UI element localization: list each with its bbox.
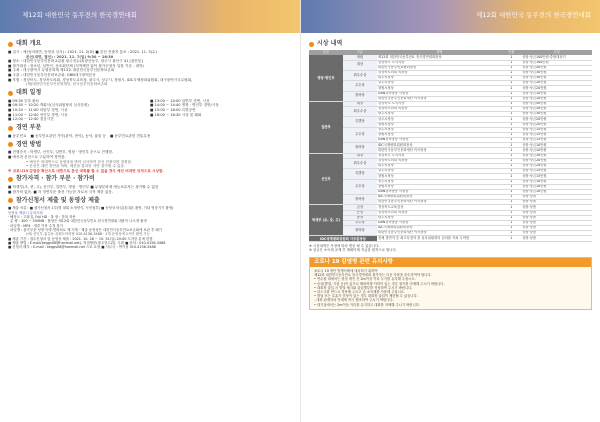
- name-cell: 상주시장상: [377, 179, 502, 184]
- bullet-icon: [8, 126, 13, 131]
- bullet-icon: [309, 42, 314, 47]
- prize-cell: 상장·상금10만원: [521, 189, 592, 194]
- section-cell: 대상: [343, 153, 377, 158]
- event-item: ■ 동부민요: [8, 133, 27, 138]
- event-item: ■ 동부민요관련 전통무용: [109, 133, 151, 138]
- awards-body: [309, 55, 592, 241]
- prize-cell: 상장·상금20만원: [521, 164, 592, 169]
- method-line: • 예선은 비대면으로 동영상을 받아 심사하여 본선 진출자를 결정함.: [26, 159, 133, 164]
- bullet-icon: [8, 198, 13, 203]
- section-cell: 동상: [343, 215, 377, 220]
- count-cell: 1: [501, 231, 521, 236]
- section-cell: 장려상: [343, 91, 377, 101]
- name-cell: 상주시장상: [377, 81, 502, 86]
- col-header: 시상: [521, 50, 592, 55]
- name-cell: 창원시장상: [377, 132, 502, 137]
- docs-heading: 참가신청서 제출 및 동영상 제출: [8, 198, 292, 203]
- name-cell: 경상북도 도지사상: [377, 101, 502, 106]
- schedule-table: [8, 99, 292, 122]
- prize-cell: 상장·상품: [521, 215, 592, 220]
- prize-cell: 상장·상품: [521, 226, 592, 231]
- prize-cell: 상장·상금15만원: [521, 138, 592, 143]
- covid-line: • 증상(발열, 기침 등)이 있거나 해외여행 이력이 있는 경우 참가를 자제해 주시기 바랍니다.: [314, 281, 445, 286]
- count-cell: 1: [501, 96, 521, 101]
- covid-line: • 발열 또는 호흡기 증상이 있는 경우 대회장 출입이 제한될 수 있습니다.: [314, 294, 418, 299]
- count-cell: 1: [501, 101, 521, 106]
- name-cell: 전체 경연자 중 최고득점자 를 심사위원회의 심의를 거쳐 수여함: [377, 236, 502, 241]
- right-banner: [301, 0, 600, 33]
- name-cell: 경상북도의회 의장상: [377, 210, 502, 215]
- section-cell: 장려상: [343, 195, 377, 205]
- left-banner-title: 제12회 대한민국 동무전의 한국경연대회: [22, 11, 137, 19]
- prize-cell: 상장·상금15만원: [521, 174, 592, 179]
- prize-cell: 상장·상금20만원: [521, 158, 592, 163]
- section-cell: 금상: [343, 205, 377, 210]
- docs-line: · 파일명 : MP4 · 재즐 이용 수정 불가: [8, 223, 64, 228]
- name-cell: IDC국제평화위원회장상: [377, 143, 502, 148]
- docs-line: · 파일명 : 참가부문·성명·곡명-연락처로 제 기재 · 제출 동영상은 대한민국동부민요보존회에 보관 후 폐기: [8, 227, 162, 232]
- overview-line: 본선(대면, 결선) : 2021. 11. 7(일) 9:30 ~ 16:30: [26, 54, 114, 59]
- count-cell: 1: [501, 55, 521, 60]
- name-cell: IDC국제평화위원회장상: [377, 226, 502, 231]
- count-cell: 1: [501, 76, 521, 81]
- prize-cell: 상장·상금100만원: [521, 60, 592, 65]
- docs-line: ■ 제출 서류 : ■ 참가신청서 1부(별 대회 소정양식, 사진첨부) ■ 동영상 파일(휴대폰 촬영, 기타 영상기기 촬영): [8, 206, 174, 211]
- covid-intro: 코로나 19 장단 발생사태에 대처하기 위하여: [314, 268, 378, 273]
- docs-line: (예) 신인부-홍길동-강원도아리랑 010-4156-3488 · 1개 동영상에 1곡만 촬영 가능: [26, 232, 150, 237]
- name-cell: 광주시장상: [377, 215, 502, 220]
- section-cell: 특별상: [343, 117, 377, 127]
- prize-cell: 상장·상품: [521, 205, 592, 210]
- count-cell: 1: [501, 220, 521, 225]
- events-heading: 경연 부문: [8, 126, 292, 131]
- count-cell: 1: [501, 179, 521, 184]
- schedule-row: ■ 12:00 ~ 12:40 점심시간: [8, 117, 54, 122]
- count-cell: 1: [501, 158, 521, 163]
- schedule-row: ■ 16:00 ~ 16:30 시상 및 폐회: [150, 112, 202, 117]
- right-banner-title: 제12회 대한민국 동무전의 한국경연대회: [476, 11, 591, 19]
- col-header: 상명: [377, 50, 502, 55]
- prize-cell: 상장·상금20만원: [521, 117, 592, 122]
- section-cell: 최우수상: [343, 107, 377, 117]
- schedule-row: ■ 10:20 ~ 11:00 의암부 경연, 시상: [8, 107, 68, 112]
- bullet-icon: [8, 142, 13, 147]
- name-cell: 광주시장상: [377, 164, 502, 169]
- overview-list: [8, 50, 292, 87]
- prize-cell: 상장·상품: [521, 210, 592, 215]
- name-cell: 광주시장상: [377, 112, 502, 117]
- count-cell: 1: [501, 169, 521, 174]
- name-cell: 광주시장상: [377, 76, 502, 81]
- covid-body: [310, 267, 591, 309]
- docs-line: ■ 제출 기간 : 접수신청서 및 동영상 제출 : 2021. 10. 28 ~ 10. 31(일) 20:00 도착한 분에 한함: [8, 236, 153, 241]
- name-cell: 대한민국동부인문화재단 이사장상: [377, 148, 502, 153]
- covid-line: • 대회장 출입 시 발열 체크와 출입명부를 작성하여 주시기 바랍니다.: [314, 285, 413, 290]
- name-cell: 경상북도 도지사상: [377, 60, 502, 65]
- count-cell: 1: [501, 210, 521, 215]
- bullet-icon: [8, 91, 13, 96]
- covid-line: - 대회 관계자의 안내에 적극 협조하여 주시기 바랍니다.: [314, 298, 394, 303]
- method-line: ■ 진행순서 : 학생부, 신인부, 일반부, 명창 · 명인부 순으로 진행함.: [8, 150, 114, 155]
- prize-cell: 상장·상금10만원: [521, 91, 592, 96]
- count-cell: 1: [501, 138, 521, 143]
- docs-line: ■ 제출 방법 : E-mail(keggs08@hanmail.net), 직접방문(광주전수관), 우편 ■ 문의 : 010-4156-3488: [8, 240, 166, 245]
- prize-cell: 상장·상품: [521, 195, 592, 200]
- count-cell: 1: [501, 205, 521, 210]
- docs-subheading: 동영상 제출시 유의사항: [8, 210, 43, 215]
- count-cell: 1: [501, 112, 521, 117]
- name-cell: 경상북도 도지사상: [377, 153, 502, 158]
- name-cell: 창원시장상: [377, 122, 502, 127]
- overview-line: ■ 참가대상 : 청소년, 일반인, 동호회단체 (지역제한 없이 참가신청자 입장 기준 - 대학): [8, 63, 144, 68]
- count-cell: 1: [501, 117, 521, 122]
- schedule-row: ■ 14:00 ~ 14:40 명창 · 명인부 경연/시상: [150, 103, 219, 108]
- prize-cell: 상장·상금10만원: [521, 96, 592, 101]
- left-content: [8, 38, 292, 249]
- count-cell: 1: [501, 143, 521, 148]
- section-cell: 최우수상: [343, 70, 377, 80]
- col-header: 구분: [343, 50, 377, 55]
- events-list: [8, 134, 292, 139]
- schedule-row: ■ 11:00 ~ 12:00 선인부 경연, 시상: [8, 112, 68, 117]
- covid-line: • 마스크를 반드시 착용해 주시고 손 소독제를 사용해 주십시오.: [314, 289, 405, 294]
- overview-line: ■ 후원 : 경상북도, 경상북도의회, 경상북도교육청, 광주시, 상주시, 창원시, IDC국제평화위원회, 대구광역시국무원회,: [8, 77, 193, 82]
- name-cell: 창원시장상: [377, 184, 502, 189]
- docs-line: ■ 신청서 배부 : E-mail : keggs08@hanmail.net 으로 요청 ■ 사무국 : 박기성 010-4156-3488: [8, 245, 156, 250]
- prize-cell: 상장·상금10만원: [521, 184, 592, 189]
- count-cell: 1: [501, 91, 521, 96]
- section-cell: 우수상: [343, 81, 377, 91]
- count-cell: 1: [501, 153, 521, 158]
- covid-line: • 대기실에서는 2m이상 거리를 유지하고 대화를 자제해 주시기 바랍니다.: [314, 302, 420, 307]
- note-line: ※ 상금은 소득세 공제 후 계좌이체 지급을 원칙으로 합니다.: [309, 248, 397, 253]
- right-page: [300, 0, 600, 422]
- prize-cell: 상장·상금10만원: [521, 143, 592, 148]
- schedule-col-right: [150, 99, 292, 122]
- overview-heading: 대회 개요: [8, 42, 292, 47]
- note-line: ※ 시상내역은 사정에 따라 변동 될 수 있습니다.: [309, 243, 380, 248]
- section-cell: 장려상: [343, 226, 377, 236]
- overview-line: ■ 일시 : 예선(비대면, 동영상 심사) : 2021. 11. 2(화) ■ 본선 진출자 통보 : 2021. 11. 3(수): [8, 50, 157, 54]
- overview-line: ■ 주최 : 대구광역시 무형문화재 제13호 대한민국동부인문화보존회: [8, 68, 115, 73]
- dept-cell: IDC국제평화위원회 사무총장상: [309, 236, 377, 241]
- name-cell: 경상북도의회 의장상: [377, 70, 502, 75]
- name-cell: GBN경북방송 사장상: [377, 138, 502, 143]
- prize-cell: 상장·상금30만원: [521, 153, 592, 158]
- name-cell: 대한민국동부인문화재단 이사장상: [377, 200, 502, 205]
- prize-cell: 상장·상금30만원: [521, 107, 592, 112]
- prize-cell: 상장·상금50만원: [521, 101, 592, 106]
- count-cell: 1: [501, 81, 521, 86]
- count-cell: 1: [501, 226, 521, 231]
- docs-line: · 해상도 : 고화질, Full HD · 복 장 : 한복 착용: [8, 215, 76, 220]
- name-cell: 경상북도의회 의장상: [377, 107, 502, 112]
- name-cell: GBN경북방송 사장상: [377, 91, 502, 96]
- section-cell: 최우수상: [343, 158, 377, 168]
- prize-cell: 상장·상금30만원: [521, 70, 592, 75]
- count-cell: 1: [501, 236, 521, 241]
- prize-cell: 상장·상품: [521, 200, 592, 205]
- bullet-icon: [8, 177, 13, 182]
- count-cell: 1: [501, 189, 521, 194]
- name-cell: 경상북도의회 의장상: [377, 158, 502, 163]
- prize-cell: 상장·상품: [521, 236, 592, 241]
- apply-heading: 참가자격 · 참가 부문 · 참가비: [8, 177, 292, 182]
- section-cell: 특별상: [343, 169, 377, 179]
- count-cell: 1: [501, 184, 521, 189]
- name-cell: 대한민국동부인문화재단 이사장상: [377, 231, 502, 236]
- name-cell: 상주시장상: [377, 169, 502, 174]
- dept-cell: 일반부: [309, 101, 343, 153]
- method-line: ■ 예선과 본선으로 구분하여 경연함.: [8, 154, 66, 159]
- awards-notes: [309, 244, 592, 253]
- name-cell: 상주시장상: [377, 117, 502, 122]
- covid-title: 코로나 19 감염병 관련 유의사항: [310, 258, 591, 267]
- schedule-col-left: [8, 99, 150, 122]
- section-cell: 우수상: [343, 179, 377, 195]
- prize-cell: 상장·상금50만원: [521, 65, 592, 70]
- overview-line: ■ 장소 : 대한민국동부인문화교류원 광주전수관(광산동부, 광주시 광산구 41 [광산동]: [8, 59, 143, 64]
- method-line: • 본선은 대면 경연을 하며, 예선을 통과한 자만 참가할 수 있음.: [26, 164, 126, 169]
- apply-line: ■ 학생부(초, 중, 고), 신인부, 일반부, 명창 · 명인부 ■ 무형문화재 예능보유자는 참가할 수 없음: [8, 185, 159, 190]
- name-cell: 제12회 대한민국동부민요 전국경연대회장상: [377, 55, 502, 60]
- section-cell: 대상: [343, 101, 377, 106]
- schedule-row: ■ 09:30 ~ 10:20 개회식(심사위원장의 심사강평): [8, 103, 89, 108]
- prize-cell: 상장·상금10만원: [521, 179, 592, 184]
- covid-line: • 연수원 내에서는 항상 개인 간 2m이상 거리 두기를 유지해 주십시오.: [314, 277, 416, 282]
- name-cell: 창원시장상: [377, 86, 502, 91]
- count-cell: 1: [501, 215, 521, 220]
- prize-cell: 상장·상금15만원: [521, 132, 592, 137]
- count-cell: 1: [501, 70, 521, 75]
- count-cell: 1: [501, 148, 521, 153]
- covid-intro: 제12회 대한민국동부민요 한국경연대회 참가자는 다음 사항을 준수하여야 합니다.: [314, 273, 432, 278]
- section-cell: 우수상: [343, 127, 377, 143]
- prize-cell: 상장·상금10만원: [521, 148, 592, 153]
- apply-list: [8, 185, 292, 194]
- name-cell: 창원시장상: [377, 174, 502, 179]
- prize-cell: 상장·상금100만원·중합대상기: [521, 55, 592, 60]
- col-header: 부문: [309, 50, 343, 55]
- prize-cell: 상장·상금20만원: [521, 122, 592, 127]
- awards-table: [309, 50, 592, 242]
- name-cell: GBN경북방송 사장상: [377, 220, 502, 225]
- count-cell: 1: [501, 60, 521, 65]
- name-cell: GBN경북방송 사장상: [377, 189, 502, 194]
- apply-line: ■ 참가비 없음. ■ 각 경연부문 출전 가능한 자로서 국적 제한 없음.: [8, 189, 113, 194]
- count-cell: 1: [501, 174, 521, 179]
- dept-cell: 학생부 (초, 중, 고): [309, 205, 343, 236]
- col-header: 인원: [501, 50, 521, 55]
- overview-line: (재)대한민국동부인문화재단, 한국동부인문화보존회: [26, 82, 108, 87]
- method-list: [8, 150, 292, 173]
- overview-line: ■ 주관 : 대한민국동부인문화보존회, GBN대구광역본송: [8, 72, 96, 77]
- prize-cell: 상장·상금20만원: [521, 81, 592, 86]
- schedule-row: ■ 13:00 ~ 14:00 일반부 경연, 시상: [150, 98, 210, 103]
- docs-list: [8, 206, 292, 249]
- name-cell: 대한민국동부인문화재단 이사장상: [377, 96, 502, 101]
- prize-cell: 상장·상품: [521, 231, 592, 236]
- covid-box: [309, 257, 592, 309]
- prize-cell: 상장·상금20만원: [521, 86, 592, 91]
- count-cell: 1: [501, 86, 521, 91]
- right-content: [309, 38, 592, 310]
- awards-heading: 시상 내역: [309, 42, 592, 47]
- schedule-row: ■ 15:00 ~ 16:00 특별공연: [150, 107, 196, 112]
- left-banner: [0, 0, 300, 33]
- prize-cell: 상장·상금15만원: [521, 127, 592, 132]
- prize-cell: 상장·상품: [521, 220, 592, 225]
- schedule-heading: 대회 일정: [8, 91, 292, 96]
- count-cell: 1: [501, 127, 521, 132]
- section-cell: 장원: [343, 55, 377, 60]
- docs-line: · 분 량 : 300 ~ 500MB · 촬영은 제12회 대한민국동부민요 한국경연대회 내용이 나오게 촬영: [8, 219, 147, 224]
- name-cell: 대한민국동부민요협회장상: [377, 65, 502, 70]
- prize-cell: 상장·상금30만원: [521, 76, 592, 81]
- name-cell: 경상북도교육감상: [377, 205, 502, 210]
- count-cell: 1: [501, 195, 521, 200]
- count-cell: 1: [501, 107, 521, 112]
- awards-row: [309, 236, 592, 241]
- method-line: ※ 코로나19 감염증 확산으로 대면으로 본선 대회를 할 수 없을 경우 예선 비대면 성적으로 시상함.: [8, 168, 164, 173]
- count-cell: 1: [501, 132, 521, 137]
- event-item: ■ 동부민요관련 기악(관악, 현악), 농악, 율물 등: [30, 133, 106, 138]
- bullet-icon: [8, 42, 13, 47]
- section-cell: 은상: [343, 210, 377, 215]
- section-cell: 장려상: [343, 143, 377, 153]
- section-cell: 우수상: [343, 220, 377, 225]
- prize-cell: 상장·상금15만원: [521, 169, 592, 174]
- count-cell: 1: [501, 164, 521, 169]
- name-cell: 상주시장상: [377, 127, 502, 132]
- dept-cell: 명창·명인부: [309, 55, 343, 101]
- prize-cell: 상장·상금30만원: [521, 112, 592, 117]
- schedule-row: ■ 09:30 등록 완료: [8, 98, 40, 103]
- count-cell: 1: [501, 200, 521, 205]
- method-heading: 경연 방법: [8, 142, 292, 147]
- count-cell: 1: [501, 122, 521, 127]
- section-cell: 대상: [343, 60, 377, 70]
- dept-cell: 신인부: [309, 153, 343, 205]
- name-cell: IDC국제평화위원회장상: [377, 195, 502, 200]
- count-cell: 1: [501, 65, 521, 70]
